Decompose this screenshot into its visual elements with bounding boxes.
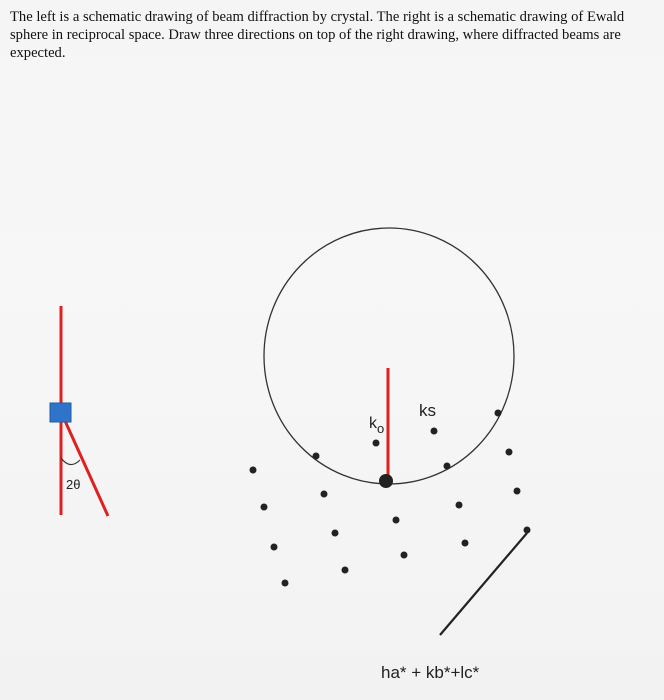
lattice-point [462,540,469,547]
origin-point [379,474,393,488]
ewald-sphere-drawing [250,228,531,682]
lattice-point [261,504,268,511]
lattice-point [373,440,380,447]
lattice-point [342,567,349,574]
lattice-point [456,502,463,509]
angle-arc [61,458,80,465]
crystal-sample [50,403,71,422]
beam-diffraction-drawing [50,306,108,516]
lattice-point [321,491,328,498]
lattice-point [431,428,438,435]
angle-label: 2θ [66,477,81,492]
reciprocal-vector-label: ha* + kb*+lc* [381,663,480,682]
lattice-point [250,467,257,474]
lattice-point [393,517,400,524]
lattice-point [401,552,408,559]
question-text: The left is a schematic drawing of beam diffraction by crystal. The right is a schematic drawing of Ewald sphere in reciprocal space. Draw three directions on top of the right drawing, where diffracted beams are expected. [10,9,625,61]
incident-wavevector-label: $k_o$ [369,415,385,436]
lattice-point [524,527,531,534]
lattice-point [495,410,502,417]
lattice-point [444,463,451,470]
lattice-point [514,488,521,495]
scattered-wavevector-label: ks [419,401,436,420]
lattice-point [332,530,339,537]
lattice-point [506,449,513,456]
lattice-point [313,453,320,460]
reciprocal-vector-line [440,533,527,635]
lattice-point [271,544,278,551]
lattice-point [282,580,289,587]
